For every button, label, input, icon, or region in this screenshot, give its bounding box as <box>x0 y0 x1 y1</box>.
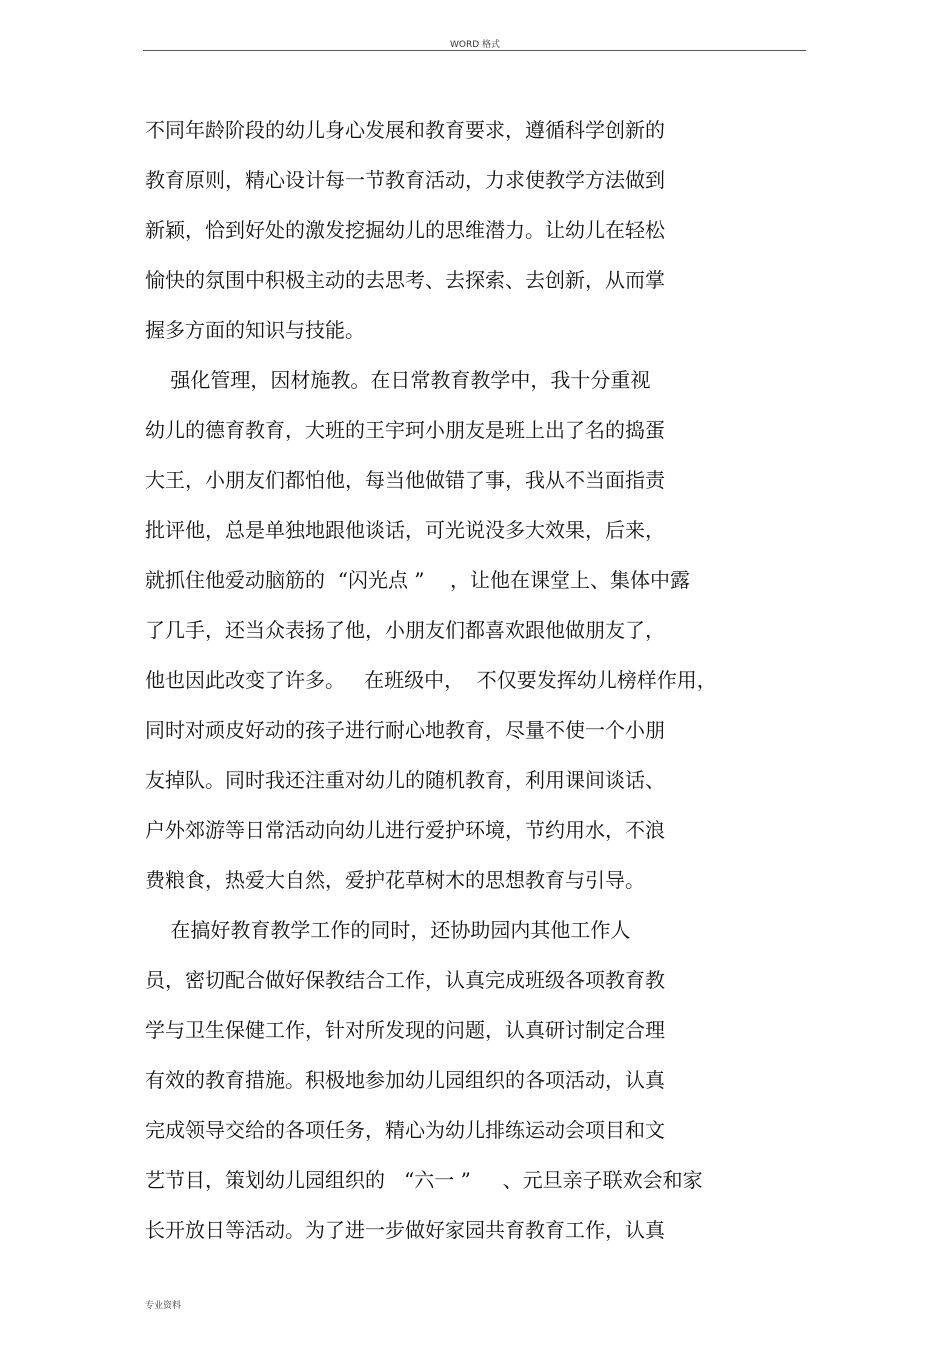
text-line: 在搞好教育教学工作的同时，还协助园内其他工作人 <box>145 918 631 942</box>
page-header-text: WORD 格式 <box>449 40 501 50</box>
text-line: 握多方面的知识与技能。 <box>145 318 365 342</box>
text-line: 员，密切配合做好保教结合工作，认真完成班级各项教育教 <box>145 968 665 992</box>
text-line: 不同年龄阶段的幼儿身心发展和教育要求，遵循科学创新的 <box>145 118 665 142</box>
text-line: 学与卫生保健工作，针对所发现的问题，认真研讨制定合理 <box>145 1018 665 1042</box>
text-line: 费粮食，热爱大自然，爱护花草树木的思想教育与引导。 <box>145 868 645 892</box>
text-line: 艺节目，策划幼儿园组织的 “六一 ” 、元旦亲子联欢会和家 <box>145 1168 703 1192</box>
text-line: 了几手，还当众表扬了他，小朋友们都喜欢跟他做朋友了， <box>145 618 665 642</box>
header-rule <box>143 50 806 51</box>
text-line: 批评他，总是单独地跟他谈话，可光说没多大效果，后来， <box>145 518 665 542</box>
page-footer-text: 专业资料 <box>145 1301 182 1311</box>
text-line: 大王，小朋友们都怕他，每当他做错了事，我从不当面指责 <box>145 468 665 492</box>
text-line: 长开放日等活动。为了进一步做好家园共育教育工作，认真 <box>145 1218 665 1242</box>
text-line: 愉快的氛围中积极主动的去思考、去探索、去创新，从而掌 <box>145 268 665 292</box>
text-line: 就抓住他爱动脑筋的 “闪光点 ” ，让他在课堂上、集体中露 <box>145 568 690 592</box>
text-line: 完成领导交给的各项任务，精心为幼儿排练运动会项目和文 <box>145 1118 665 1142</box>
text-line: 友掉队。同时我还注重对幼儿的随机教育，利用课间谈话、 <box>145 768 665 792</box>
text-line: 新颖，恰到好处的激发挖掘幼儿的思维潜力。让幼儿在轻松 <box>145 218 665 242</box>
text-line: 教育原则，精心设计每一节教育活动，力求使教学方法做到 <box>145 168 665 192</box>
text-line: 强化管理，因材施教。在日常教育教学中，我十分重视 <box>145 368 651 392</box>
text-line: 有效的教育措施。积极地参加幼儿园组织的各项活动，认真 <box>145 1068 665 1092</box>
text-line: 同时对顽皮好动的孩子进行耐心地教育，尽量不使一个小朋 <box>145 718 665 742</box>
text-line: 他也因此改变了许多。 在班级中， 不仅要发挥幼儿榜样作用， <box>145 668 717 692</box>
text-line: 幼儿的德育教育，大班的王宇珂小朋友是班上出了名的捣蛋 <box>145 418 665 442</box>
text-line: 户外郊游等日常活动向幼儿进行爱护环境，节约用水，不浪 <box>145 818 665 842</box>
